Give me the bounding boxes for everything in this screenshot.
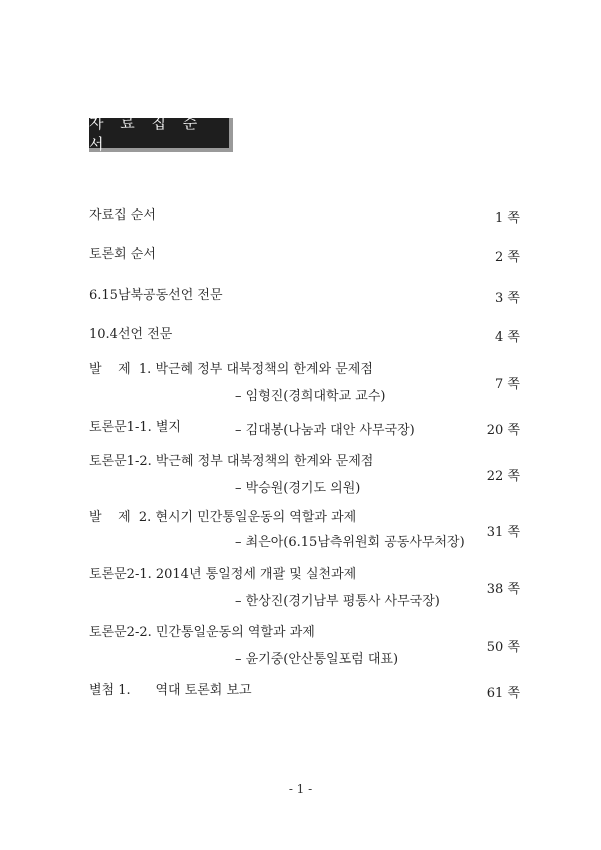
toc-entry-title: 토론문2-1. 2014년 통일정세 개괄 및 실천과제 <box>89 567 357 582</box>
document-title-box <box>89 114 233 153</box>
toc-entry-page: 2 쪽 <box>495 250 520 265</box>
toc-entry-title: 발 제 2. 현시기 민간통일운동의 역할과 과제 <box>89 510 357 525</box>
toc-entry <box>89 419 520 437</box>
toc-entry <box>89 509 520 553</box>
page-number: - 1 - <box>288 782 313 796</box>
toc-entry <box>89 361 520 405</box>
toc-entry <box>89 453 520 497</box>
toc-entry-presenter: – 김대봉(나눔과 대안 사무국장) <box>235 423 415 438</box>
toc-entry <box>89 287 520 305</box>
toc-entry <box>89 566 520 610</box>
toc-entry-page: 7 쪽 <box>495 377 520 392</box>
toc-entry-page: 1 쪽 <box>495 211 520 226</box>
toc-entry-title: 발 제 1. 박근혜 정부 대북정책의 한계와 문제점 <box>89 362 373 377</box>
toc-entry-presenter: – 박승원(경기도 의원) <box>235 481 361 496</box>
toc-entry-page: 22 쪽 <box>486 469 520 484</box>
toc-entry <box>89 207 520 225</box>
toc-entry-presenter: – 최은아(6.15남측위원회 공동사무처장) <box>235 535 465 550</box>
toc-entry-title: 6.15남북공동선언 전문 <box>89 288 223 303</box>
toc-entry-page: 3 쪽 <box>495 291 520 306</box>
toc-entry-page: 31 쪽 <box>486 525 520 540</box>
toc-entry-title: 토론문2-2. 민간통일운동의 역할과 과제 <box>89 625 315 640</box>
toc-entry-title: 10.4선언 전문 <box>89 327 173 342</box>
toc-entry-title: 토론문1-2. 박근혜 정부 대북정책의 한계와 문제점 <box>89 454 374 469</box>
toc-entry-page: 20 쪽 <box>486 423 520 438</box>
toc-entry-presenter: – 임형진(경희대학교 교수) <box>235 389 386 404</box>
toc-entry-title: 자료집 순서 <box>89 208 156 223</box>
toc-entry-title: 별첨 1. 역대 토론회 보고 <box>89 683 252 698</box>
toc-entry <box>89 326 520 344</box>
toc-entry-title: 토론문1-1. 별지 <box>89 420 181 435</box>
toc-entry-presenter: – 윤기중(안산통일포럼 대표) <box>235 652 399 667</box>
toc-entry-page: 50 쪽 <box>486 640 520 655</box>
toc-entry <box>89 246 520 264</box>
toc-entry-page: 61 쪽 <box>486 686 520 701</box>
toc-entry-presenter: – 한상진(경기남부 평통사 사무국장) <box>235 594 440 609</box>
toc-entry <box>89 682 520 700</box>
toc-entry-title: 토론회 순서 <box>89 247 156 262</box>
document-title: 자 료 집 순 서 <box>89 114 204 153</box>
toc-entry-page: 38 쪽 <box>486 582 520 597</box>
toc-entry-page: 4 쪽 <box>495 330 520 345</box>
toc-entry <box>89 624 520 668</box>
